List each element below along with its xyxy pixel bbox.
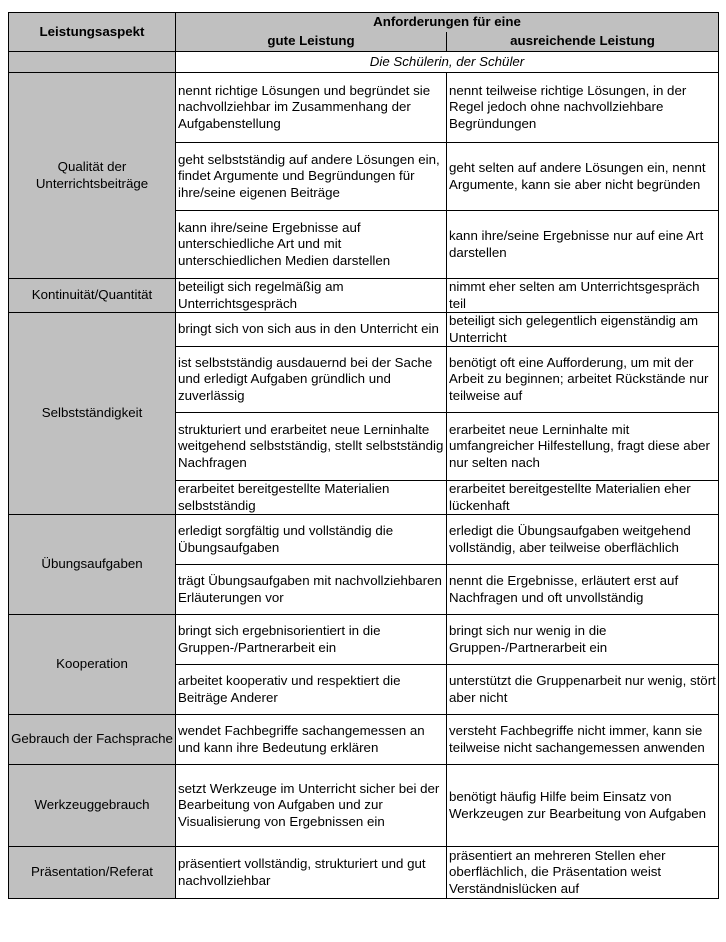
sufficient-criterion: unterstützt die Gruppenarbeit nur wenig, stört aber nicht (447, 665, 719, 715)
subject-label: Die Schülerin, der Schüler (176, 52, 719, 73)
good-criterion: beteiligt sich regelmäßig am Unterrichtsgespräch (176, 279, 447, 313)
header-good: gute Leistung (176, 32, 447, 52)
good-criterion: bringt sich ergebnisorientiert in die Gruppen-/Partnerarbeit ein (176, 615, 447, 665)
table-row (9, 279, 719, 313)
table-row (9, 615, 719, 665)
good-criterion: nennt richtige Lösungen und begründet sie nachvollziehbar im Zusammenhang der Aufgabenstellung (176, 73, 447, 143)
header-sufficient: ausreichende Leistung (447, 32, 719, 52)
aspect-cell: Übungsaufgaben (9, 515, 176, 615)
aspect-cell: Gebrauch der Fachsprache (9, 715, 176, 765)
sufficient-criterion: nimmt eher selten am Unterrichtsgespräch teil (447, 279, 719, 313)
good-criterion: präsentiert vollständig, strukturiert und gut nachvollziehbar (176, 847, 447, 899)
table-row (9, 715, 719, 765)
header-aspect: Leistungsaspekt (9, 13, 176, 52)
aspect-cell: Kooperation (9, 615, 176, 715)
aspect-cell: Kontinuität/Quantität (9, 279, 176, 313)
good-criterion: trägt Übungsaufgaben mit nachvollziehbaren Erläuterungen vor (176, 565, 447, 615)
aspect-cell: Präsentation/Referat (9, 847, 176, 899)
subject-spacer (9, 52, 176, 73)
sufficient-criterion: kann ihre/seine Ergebnisse nur auf eine Art darstellen (447, 211, 719, 279)
good-criterion: ist selbstständig ausdauernd bei der Sache und erledigt Aufgaben gründlich und zuverlässig (176, 347, 447, 413)
good-criterion: wendet Fachbegriffe sachangemessen an und kann ihre Bedeutung erklären (176, 715, 447, 765)
table-body (9, 73, 719, 899)
sufficient-criterion: geht selten auf andere Lösungen ein, nennt Argumente, kann sie aber nicht begründen (447, 143, 719, 211)
sufficient-criterion: erarbeitet bereitgestellte Materialien eher lückenhaft (447, 481, 719, 515)
good-criterion: bringt sich von sich aus in den Unterricht ein (176, 313, 447, 347)
sufficient-criterion: präsentiert an mehreren Stellen eher oberflächlich, die Präsentation weist Verständnislücken auf (447, 847, 719, 899)
sufficient-criterion: beteiligt sich gelegentlich eigenständig am Unterricht (447, 313, 719, 347)
aspect-cell: Selbstständigkeit (9, 313, 176, 515)
good-criterion: arbeitet kooperativ und respektiert die Beiträge Anderer (176, 665, 447, 715)
assessment-table (8, 12, 719, 899)
header-requirements: Anforderungen für eine (176, 13, 719, 33)
good-criterion: erarbeitet bereitgestellte Materialien selbstständig (176, 481, 447, 515)
aspect-cell: Werkzeuggebrauch (9, 765, 176, 847)
sufficient-criterion: benötigt häufig Hilfe beim Einsatz von Werkzeugen zur Bearbeitung von Aufgaben (447, 765, 719, 847)
subject-row (9, 52, 719, 73)
sufficient-criterion: nennt die Ergebnisse, erläutert erst auf Nachfragen und oft unvollständig (447, 565, 719, 615)
sufficient-criterion: erarbeitet neue Lerninhalte mit umfangreicher Hilfestellung, fragt diese aber nur selten nach (447, 413, 719, 481)
header-row-top (9, 13, 719, 33)
aspect-cell: Qualität der Unterrichtsbeiträge (9, 73, 176, 279)
good-criterion: strukturiert und erarbeitet neue Lerninhalte weitgehend selbstständig, stellt selbstständig Nachfragen (176, 413, 447, 481)
good-criterion: erledigt sorgfältig und vollständig die Übungsaufgaben (176, 515, 447, 565)
sufficient-criterion: versteht Fachbegriffe nicht immer, kann sie teilweise nicht sachangemessen anwenden (447, 715, 719, 765)
table-row (9, 765, 719, 847)
table-row (9, 313, 719, 347)
good-criterion: setzt Werkzeuge im Unterricht sicher bei der Bearbeitung von Aufgaben und zur Visualisierung von Ergebnissen ein (176, 765, 447, 847)
table-row (9, 515, 719, 565)
table-row (9, 847, 719, 899)
sufficient-criterion: bringt sich nur wenig in die Gruppen-/Partnerarbeit ein (447, 615, 719, 665)
table-row (9, 73, 719, 143)
sufficient-criterion: benötigt oft eine Aufforderung, um mit der Arbeit zu beginnen; arbeitet Rückstände nur teilweise auf (447, 347, 719, 413)
sufficient-criterion: erledigt die Übungsaufgaben weitgehend vollständig, aber teilweise oberflächlich (447, 515, 719, 565)
sufficient-criterion: nennt teilweise richtige Lösungen, in der Regel jedoch ohne nachvollziehbare Begründungen (447, 73, 719, 143)
good-criterion: kann ihre/seine Ergebnisse auf unterschiedliche Art und mit unterschiedlichen Medien darstellen (176, 211, 447, 279)
good-criterion: geht selbstständig auf andere Lösungen ein, findet Argumente und Begründungen für ihre/seine eigenen Beiträge (176, 143, 447, 211)
